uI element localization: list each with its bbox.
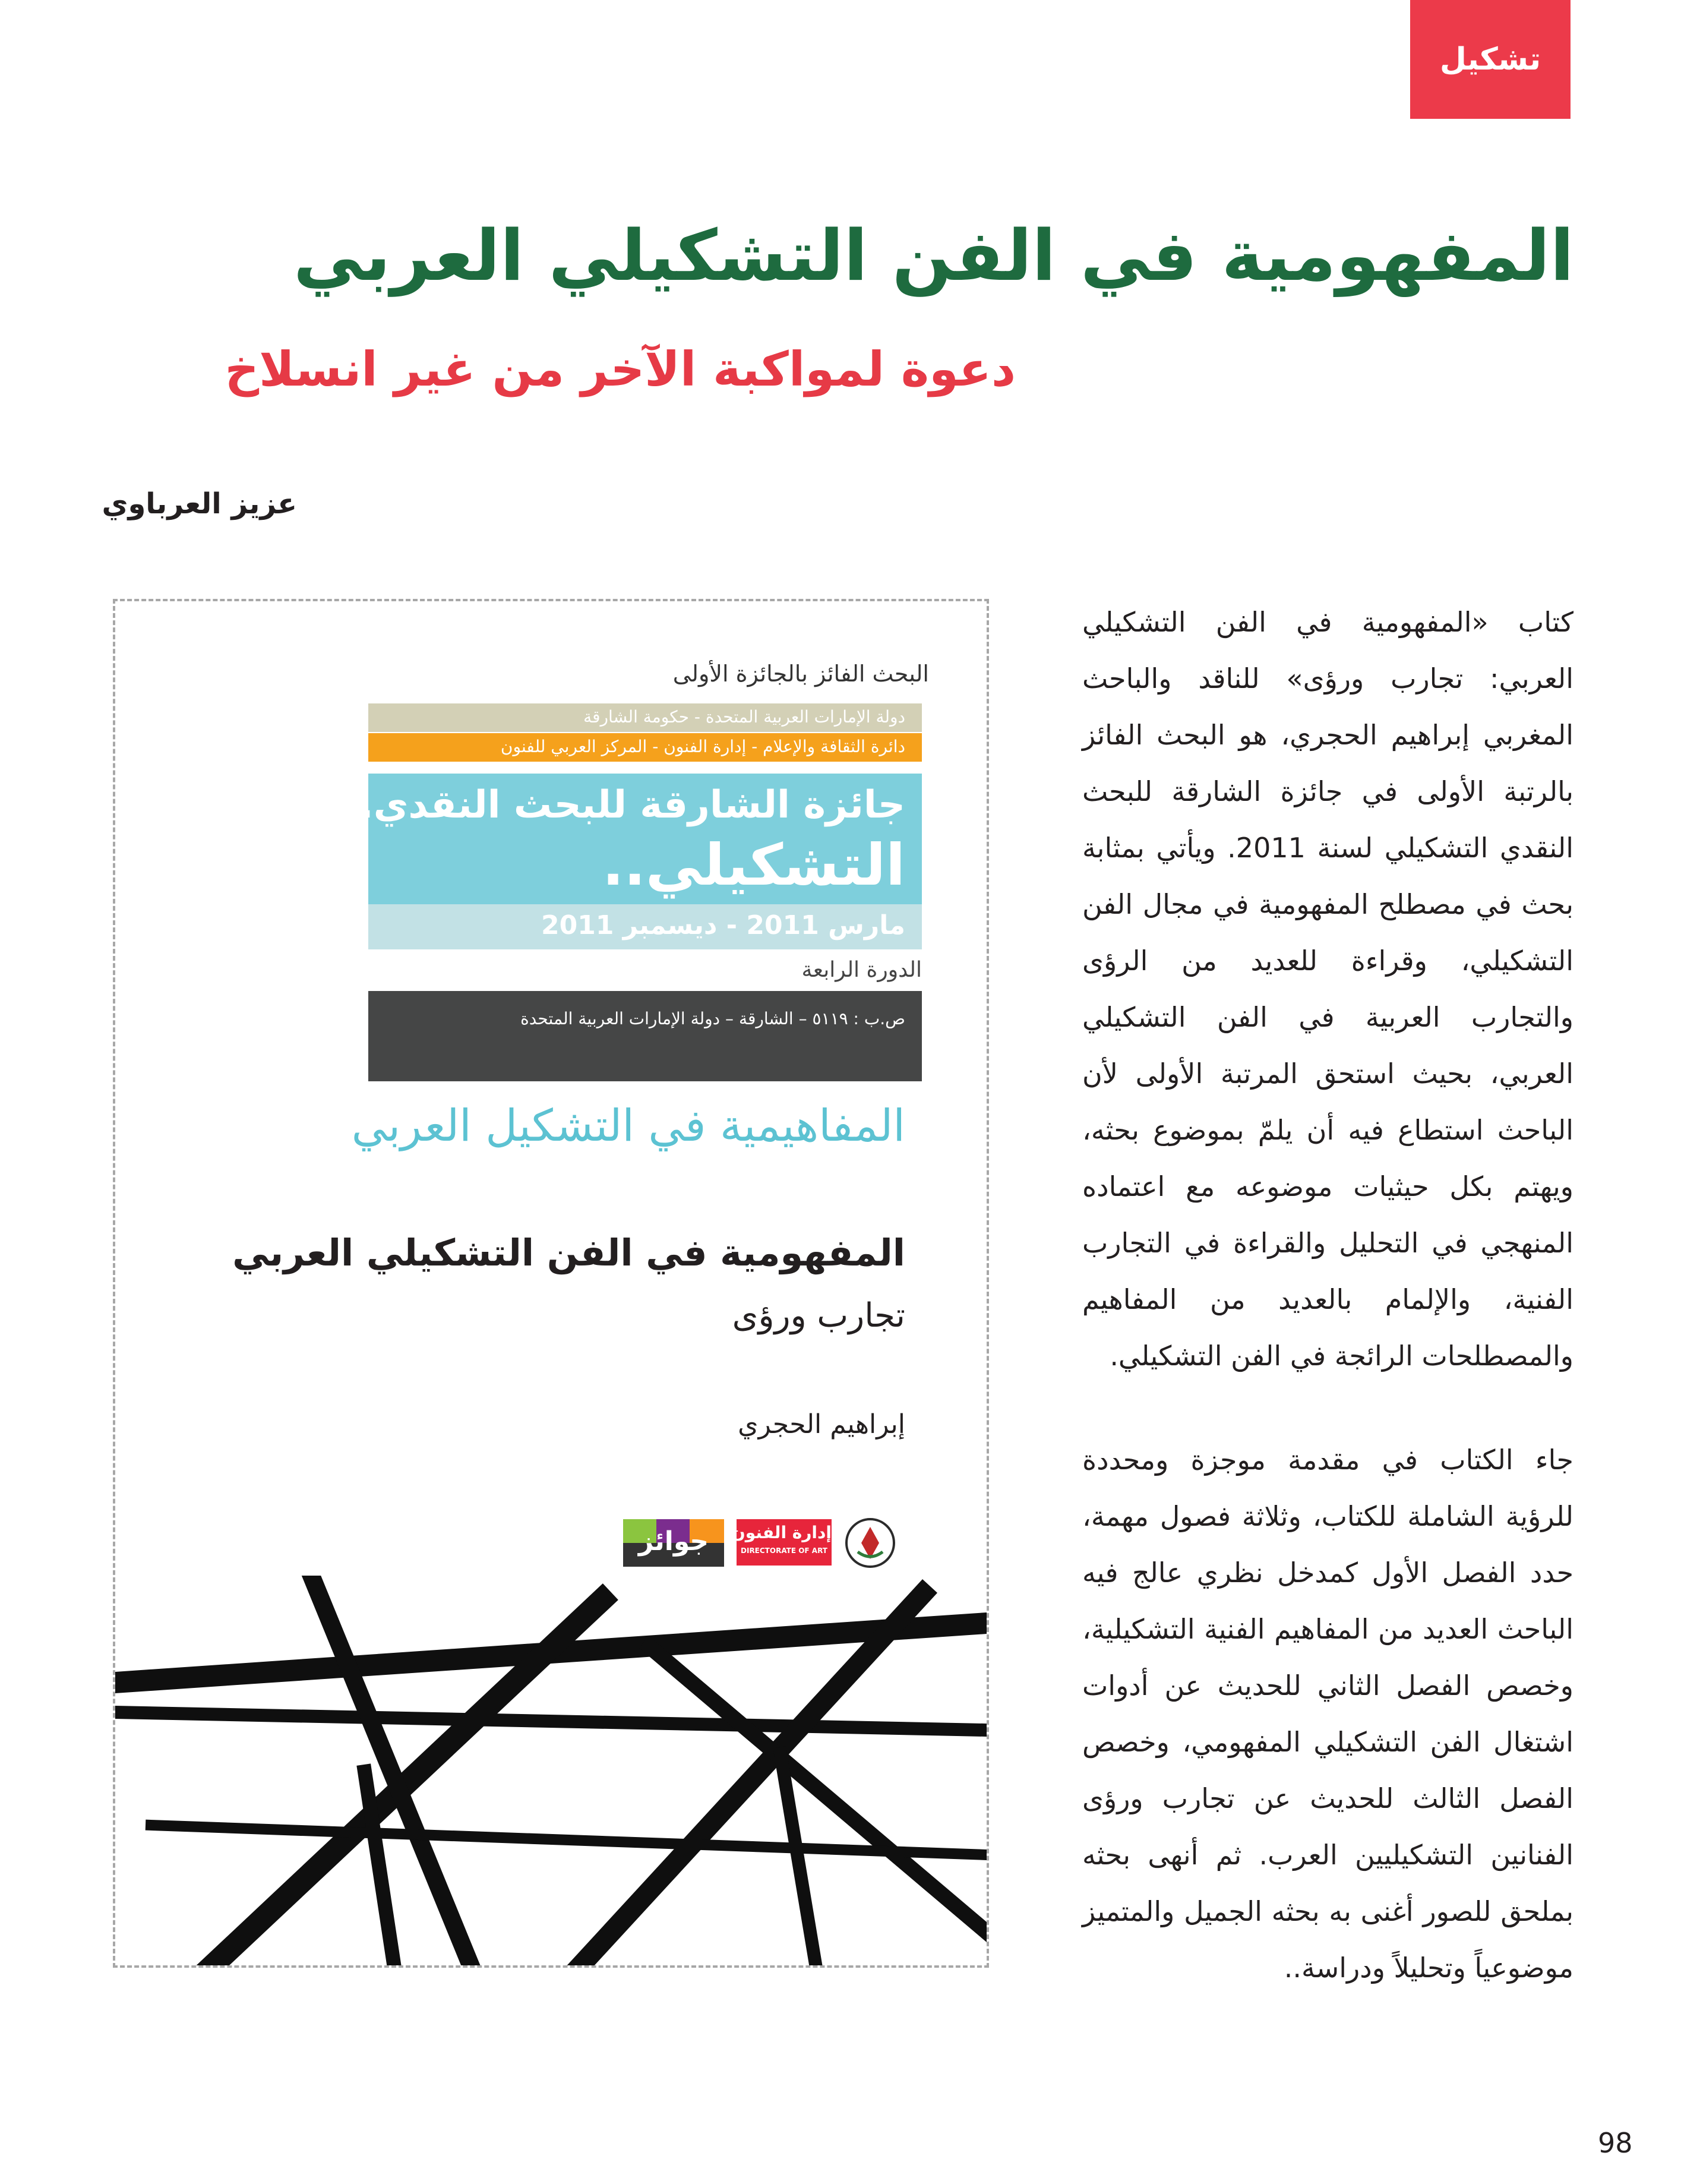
emblem-logo <box>843 1516 897 1570</box>
prize-title-line2: التشكيلي.. <box>602 832 905 898</box>
award-line: البحث الفائز بالجائزة الأولى <box>672 661 929 687</box>
address-block <box>368 991 922 1081</box>
awards-logo-text: جوائز <box>638 1526 709 1557</box>
prize-dates: مارس 2011 - ديسمبر 2011 <box>541 910 905 940</box>
book-author: إبراهيم الحجري <box>738 1409 905 1440</box>
article-title: المفهومية في الفن التشكيلي العربي <box>293 214 1574 296</box>
prize-block <box>345 774 922 904</box>
header-strip-1-text: دولة الإمارات العربية المتحدة - حكومة الشارقة <box>583 707 905 727</box>
section-tag: تشكيل <box>1410 0 1571 119</box>
book-cover <box>113 599 989 1968</box>
header-strip-2-text: دائرة الثقافة والإعلام - إدارة الفنون - المركز العربي للفنون <box>500 737 905 756</box>
article-subtitle: دعوة لمواكبة الآخر من غير انسلاخ <box>225 342 1016 397</box>
sculpture-image <box>115 1576 987 1968</box>
header-strip-2 <box>368 733 922 762</box>
header-strip-1 <box>368 703 922 732</box>
edition: الدورة الرابعة <box>801 958 922 982</box>
directorate-logo <box>731 1519 832 1566</box>
page-number: 98 <box>1598 2127 1633 2159</box>
calligraphy-title: المفاهيمية في التشكيل العربي <box>351 1100 905 1151</box>
directorate-logo-en: DIRECTORATE OF ART <box>741 1547 827 1555</box>
sculpture-bar <box>650 1647 987 1932</box>
book-subtitle: تجارب ورؤى <box>732 1296 905 1335</box>
sculpture-bar <box>115 1712 987 1730</box>
book-title: المفهومية في الفن التشكيلي العربي <box>232 1231 905 1274</box>
directorate-logo-ar: إدارة الفنون <box>731 1523 832 1542</box>
body-paragraph-2: جاء الكتاب في مقدمة موجزة ومحددة للرؤية الشاملة للكتاب، وثلاثة فصول مهمة، حدد الفصل الأول كمدخل نظري عالج فيه الباحث العديد من المفاهيم الفنية التشكيلية، وخصص الفصل الثاني للحديث عن أدوات اشتغال الفن التشكيلي المفهومي، وخصص الفصل الثالث للحديث عن تجارب ورؤى الفنانين التشكيليين العرب. ثم أنهى بحثه بملحق للصور أغنى به بحثه الجميل والمتميز موضوعياً وتحليلاً ودراسة.. <box>1082 1444 1573 1984</box>
prize-dates-band <box>368 904 922 949</box>
article-author: عزيز العرباوي <box>102 487 297 520</box>
body-paragraph-1: كتاب «المفهومية في الفن التشكيلي العربي: تجارب ورؤى» للناقد والباحث المغربي إبراهيم الحجري، هو البحث الفائز بالرتبة الأولى في جائزة الشارقة للبحث النقدي التشكيلي لسنة 2011. ويأتي بمثابة بحث في مصطلح المفهومية في مجال الفن التشكيلي، وقراءة للعديد من الرؤى والتجارب العربية في الفن التشكيلي العربي، بحيث استحق المرتبة الأولى لأن الباحث استطاع فيه أن يلمّ بموضوع بحثه، ويهتم بكل حيثيات موضوعه مع اعتماده المنهجي في التحليل والقراءة في التجارب الفنية، والإلمام بالعديد من المفاهيم والمصطلحات الرائجة في الفن التشكيلي. <box>1082 606 1573 1372</box>
address-text: ص.ب : ٥١١٩ – الشارقة – دولة الإمارات العربية المتحدة <box>520 1009 905 1028</box>
prize-title-line1: جائزة الشارقة للبحث النقدي.. <box>345 783 905 827</box>
awards-logo <box>623 1519 724 1567</box>
